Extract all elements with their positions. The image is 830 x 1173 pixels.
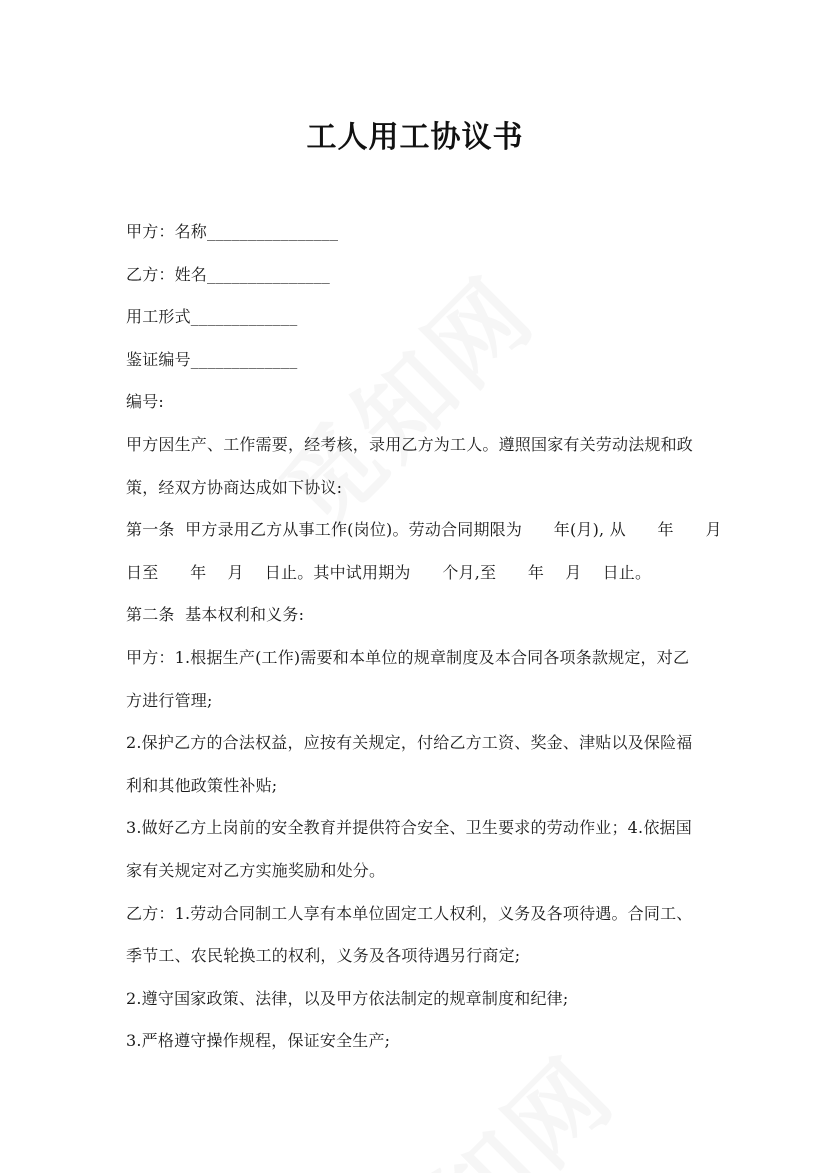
paragraph-line: 乙方：1.劳动合同制工人享有本单位固定工人权利，义务及各项待遇。合同工、 [126,903,693,923]
paragraph-line: 家有关规定对乙方实施奖励和处分。 [126,860,386,880]
party-a-name-line: 甲方：名称________________ [126,222,339,241]
article-1-line: 日至 年 月 日止。其中试用期为 个月,至 年 月 日止。 [126,562,652,582]
party-b-name-line: 乙方：姓名_______________ [126,264,331,284]
paragraph-line: 2.遵守国家政策、法律，以及甲方依法制定的规章制度和纪律; [126,988,569,1008]
paragraph-line: 3.严格遵守操作规程，保证安全生产; [126,1031,391,1051]
paragraph-line: 利和其他政策性补贴; [126,775,278,795]
paragraph-line: 2.保护乙方的合法权益，应按有关规定，付给乙方工资、奖金、津贴以及保险福 [126,733,693,753]
number-line: 编号: [126,392,164,412]
paragraph-line: 策，经双方协商达成如下协议: [126,477,343,497]
article-2-heading: 第二条 基本权利和义务: [126,605,305,625]
paragraph-line: 甲方：1.根据生产(工作)需要和本单位的规章制度及本合同各项条款规定，对乙 [126,647,690,667]
paragraph-line: 方进行管理; [126,690,213,710]
article-1-line: 第一条 甲方录用乙方从事工作(岗位)。劳动合同期限为 年(月), 从 年 月 [126,520,722,540]
document-title: 工人用工协议书 [306,120,524,155]
paragraph-line: 季节工、农民轮换工的权利，义务及各项待遇另行商定; [126,946,521,966]
certification-number-line: 鉴证编号_____________ [126,349,298,369]
paragraph-line: 3.做好乙方上岗前的安全教育并提供符合安全、卫生要求的劳动作业；4.依据国 [126,818,692,838]
document-body [126,218,722,1070]
paragraph-line: 甲方因生产、工作需要，经考核，录用乙方为工人。遵照国家有关劳动法规和政 [126,434,694,454]
employment-form-line: 用工形式_____________ [126,307,298,327]
